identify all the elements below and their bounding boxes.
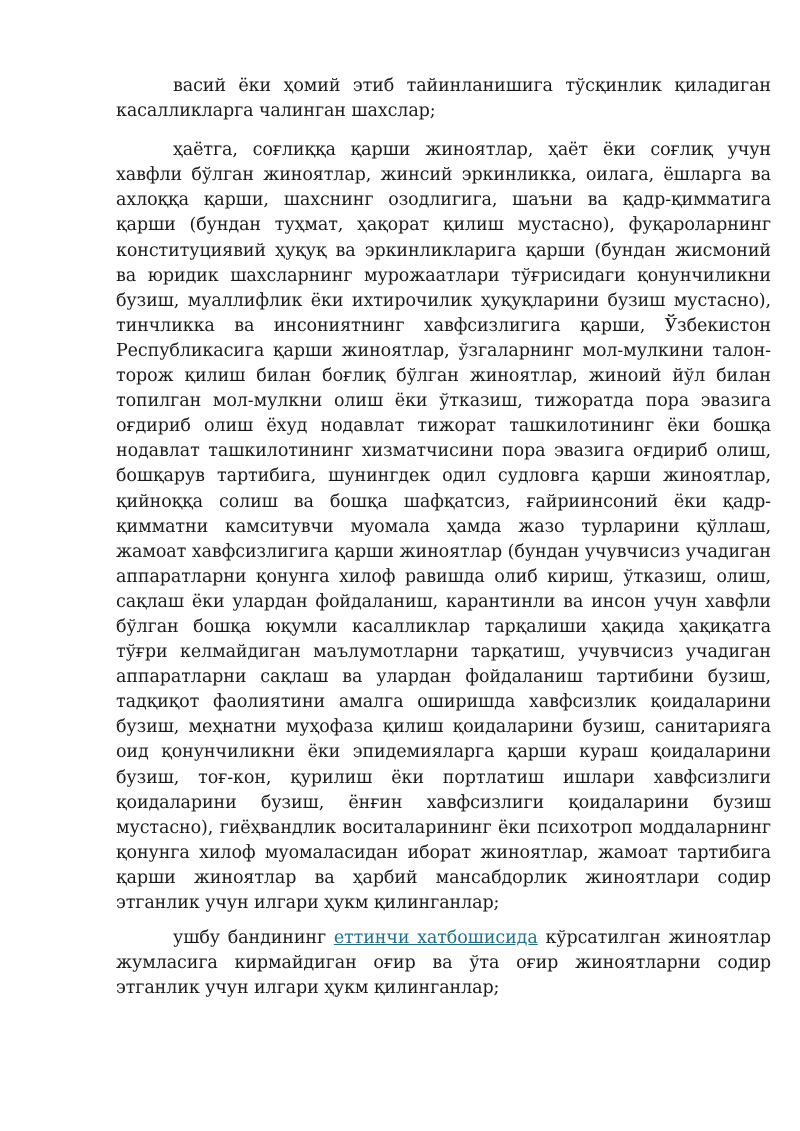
paragraph-1: васий ёки ҳомий этиб тайинланишига тўсқинлик қиладиган касалликларга чалинган шахслар; [116, 76, 771, 122]
paragraph-3-lead-text: ушбу бандининг [173, 928, 334, 949]
seventh-paragraph-link[interactable]: еттинчи хатбошисида [333, 928, 538, 949]
paragraph-3-trail-text: кўрсатилган жиноятлар жумласига кирмайдиган оғир ва ўта оғир жиноятларни содир этганлик учун илгари ҳукм қилинганлар; [116, 928, 772, 999]
document-page [116, 74, 771, 1015]
paragraph-2: ҳаётга, соғлиққа қарши жиноятлар, ҳаёт ёки соғлиқ учун хавфли бўлган жиноятлар, жинсий эркинликка, оилага, ёшларга ва ахлоққа қарши, шахснинг озодлигига, шаъни ва қадр-қимматига қарши (бундан туҳмат, ҳақорат қилиш мустасно), фуқароларнинг конституциявий ҳуқуқ ва эркинликларига қарши (бундан жисмоний ва юридик шахсларнинг мурожаатлари тўғрисидаги қонунчиликни бузиш, муаллифлик ёки ихтирочилик ҳуқуқларини бузиш мустасно), тинчликка ва инсониятнинг хавфсизлигига қарши, Ўзбекистон Республикасига қарши жиноятлар, ўзгаларнинг мол-мулкини талон-торож қилиш билан боғлиқ бўлган жиноятлар, жиноий йўл билан топилган мол-мулкни олиш ёки ўтказиш, тижоратда пора эвазига оғдириб олиш ёхуд нодавлат тижорат ташкилотининг ёки бошқа нодавлат ташкилотининг хизматчисини пора эвазига оғдириб олиш, бошқарув тартибига, шунингдек одил судловга қарши жиноятлар, қийноққа солиш ва бошқа шафқатсиз, ғайриинсоний ёки қадр-қимматни камситувчи муомала ҳамда жазо турларини қўллаш, жамоат хавфсизлигига қарши жиноятлар (бундан учувчисиз учадиган аппаратларни қонунга хилоф равишда олиб кириш, ўтказиш, олиш, сақлаш ёки улардан фойдаланиш, карантинли ва инсон учун хавфли бўлган бошқа юқумли касалликлар тарқалиши ҳақида ҳақиқатга тўғри келмайдиган маълумотларни тарқатиш, учувчисиз учадиган аппаратларни сақлаш ва улардан фойдаланиш тартибини бузиш, тадқиқот фаолиятини амалга оширишда хавфсизлик қоидаларини бузиш, меҳнатни муҳофаза қилиш қоидаларини бузиш, санитарияга оид қонунчиликни ёки эпидемияларга қарши кураш қоидаларини бузиш, тоғ-кон, қурилиш ёки портлатиш ишлари хавфсизлиги қоидаларини бузиш, ёнғин хавфсизлиги қоидаларини бузиш мустасно), гиёҳвандлик воситаларининг ёки психотроп моддаларнинг қонунга хилоф муомаласидан иборат жиноятлар, жамоат тартибига қарши жиноятлар ва ҳарбий мансабдорлик жиноятлари содир этганлик учун илгари ҳукм қилинганлар; [116, 140, 771, 913]
paragraph-3 [116, 926, 771, 1001]
